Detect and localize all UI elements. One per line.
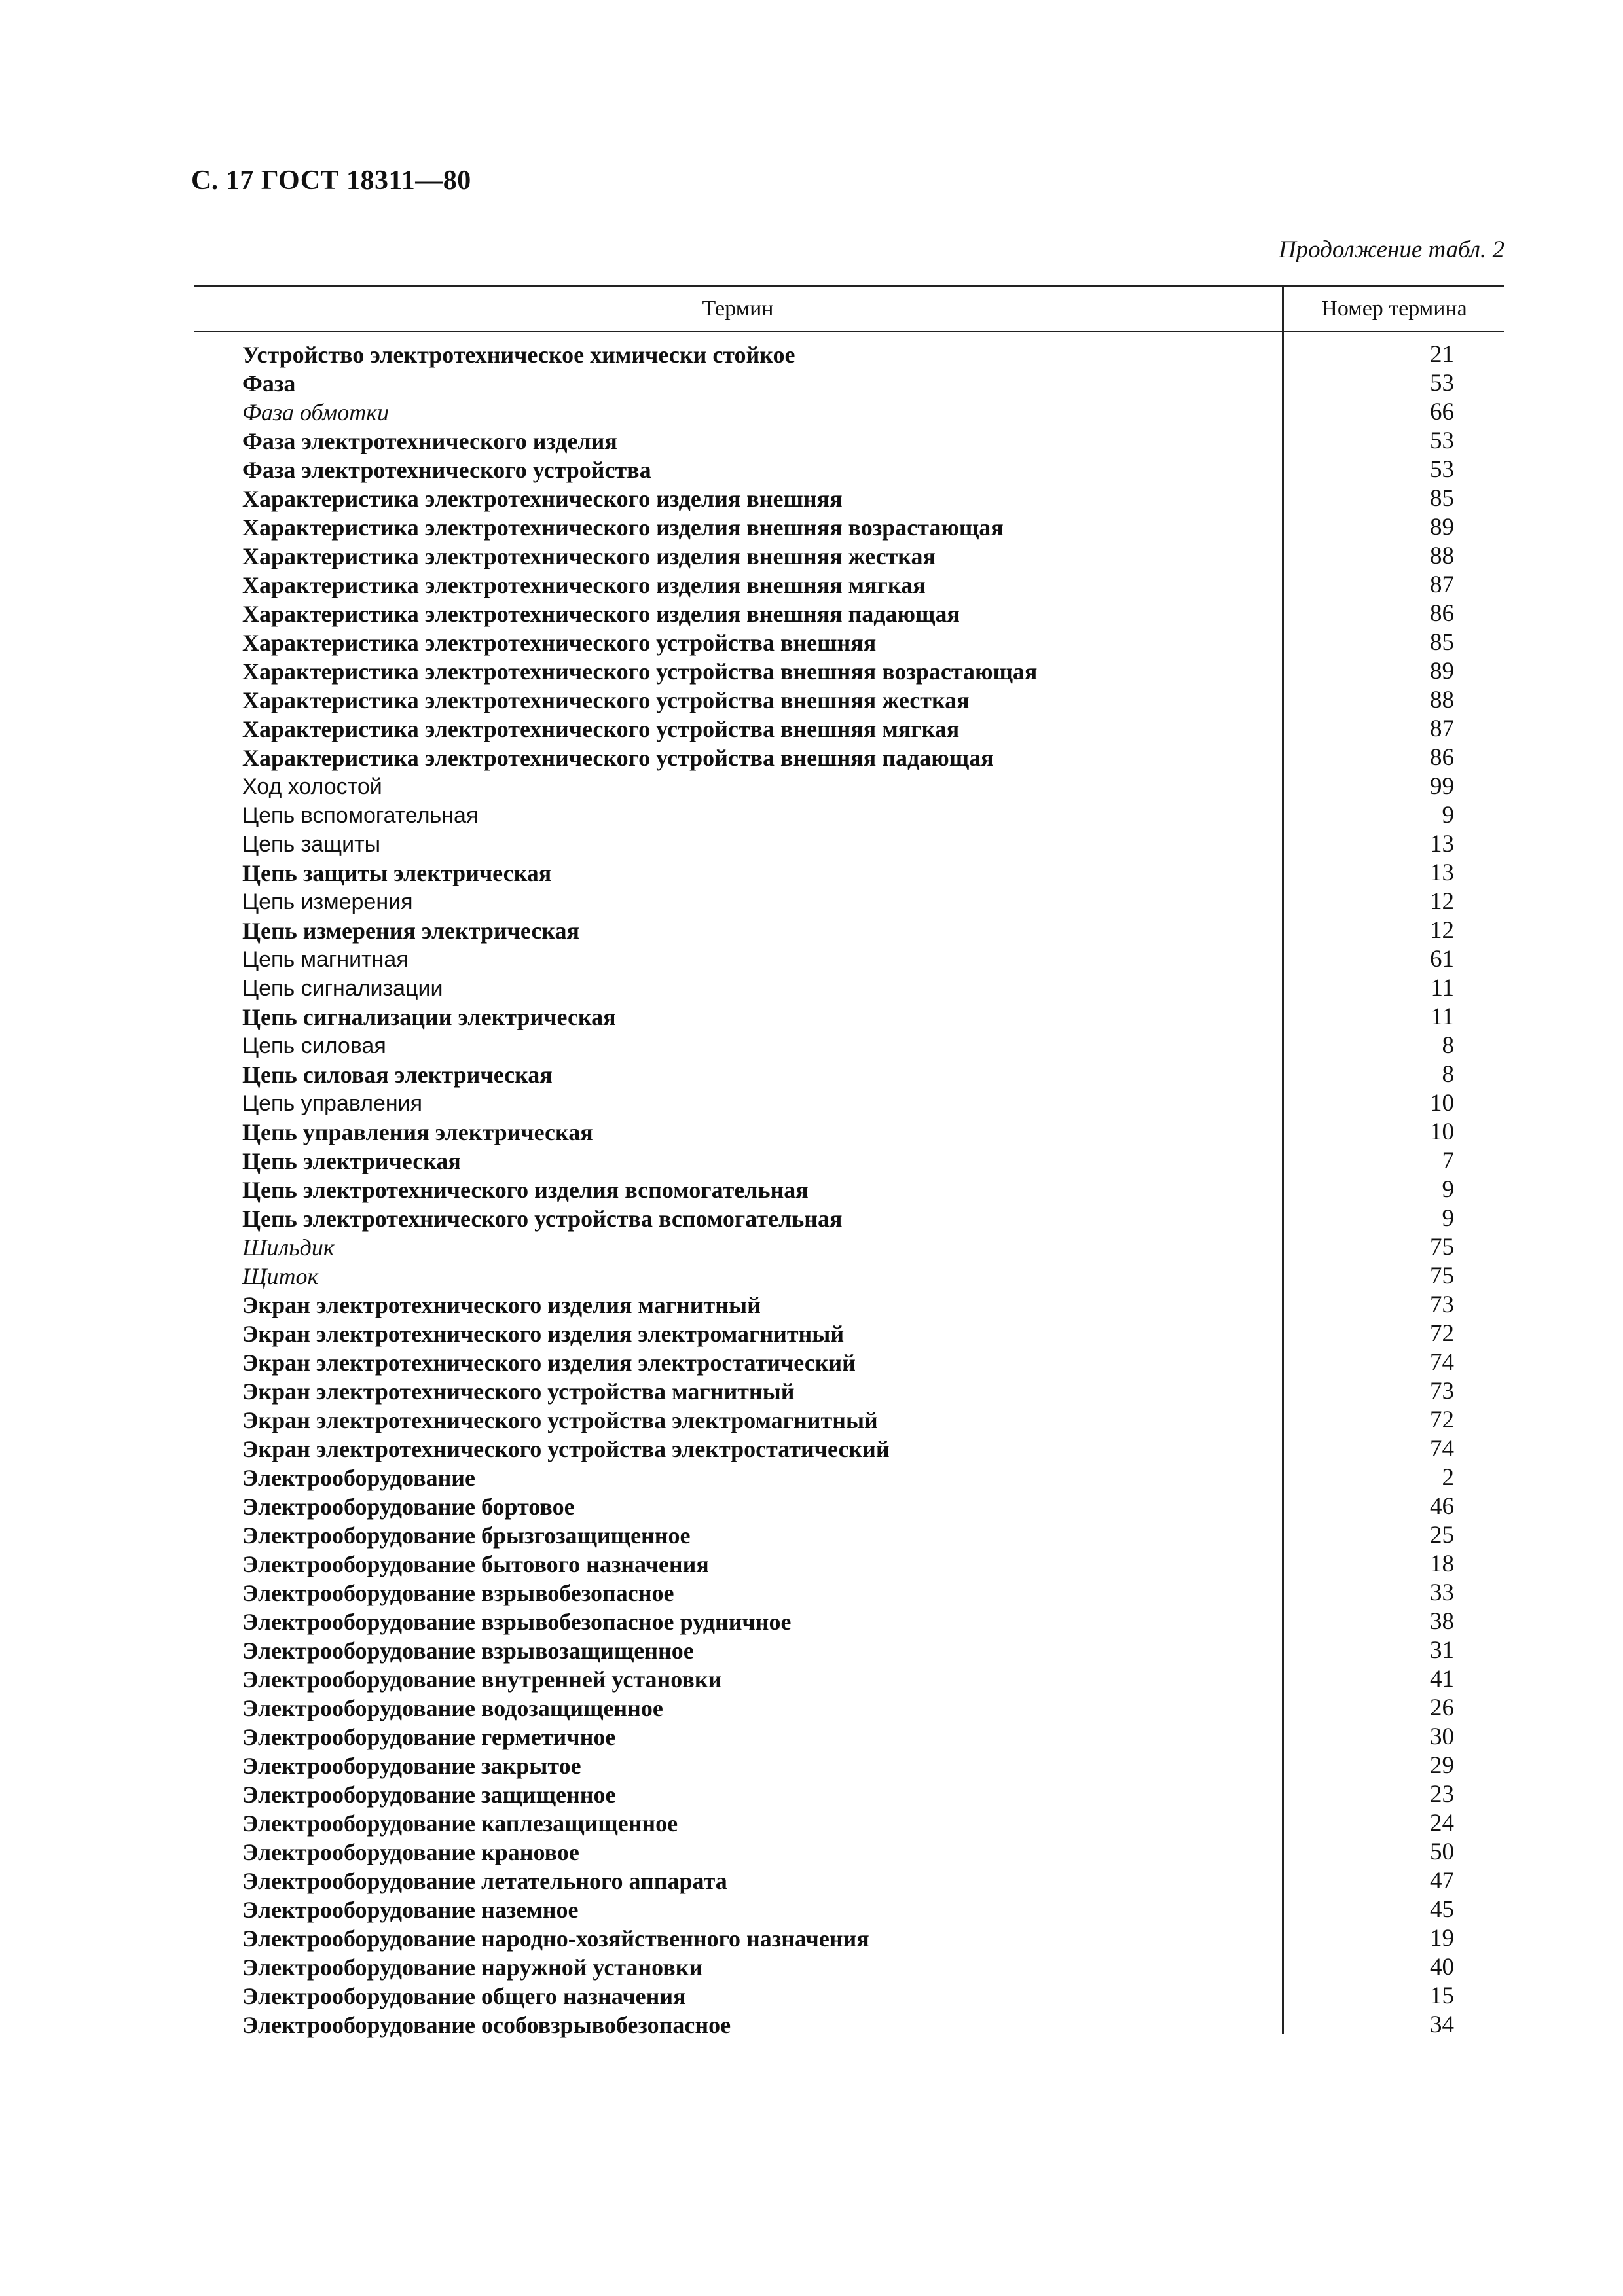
term-cell: Электрооборудование взрывобезопасное рудничное [242, 1609, 792, 1635]
term-number-cell: 41 [1430, 1666, 1454, 1693]
term-number-cell: 8 [1442, 1061, 1454, 1088]
term-number-cell: 9 [1442, 1205, 1454, 1232]
term-number-cell: 13 [1430, 831, 1454, 857]
term-number-cell: 74 [1430, 1349, 1454, 1376]
term-number-cell: 72 [1430, 1320, 1454, 1347]
term-number-cell: 2 [1442, 1464, 1454, 1491]
term-number-cell: 34 [1430, 2011, 1454, 2038]
term-number-cell: 53 [1430, 456, 1454, 483]
term-number-cell: 61 [1430, 946, 1454, 973]
table-row [0, 542, 1623, 571]
page-header: С. 17 ГОСТ 18311—80 [191, 166, 471, 196]
table-row [0, 1694, 1623, 1723]
term-number-cell: 7 [1442, 1147, 1454, 1174]
term-cell: Фаза электротехнического устройства [242, 457, 651, 483]
term-cell: Экран электротехнического устройства электростатический [242, 1436, 890, 1462]
term-number-cell: 38 [1430, 1608, 1454, 1635]
term-number-cell: 11 [1431, 975, 1454, 1001]
table-row [0, 1838, 1623, 1867]
term-cell: Характеристика электротехнического устройства внешняя [242, 630, 877, 656]
term-cell: Электрооборудование брызгозащищенное [242, 1522, 691, 1549]
term-number-cell: 12 [1430, 888, 1454, 915]
term-cell: Цепь управления [242, 1091, 423, 1116]
table-row [0, 974, 1623, 1003]
table-row [0, 571, 1623, 600]
table-row [0, 1723, 1623, 1751]
table-row [0, 1147, 1623, 1175]
term-cell: Цепь электрическая [242, 1148, 461, 1174]
term-number-cell: 21 [1430, 341, 1454, 368]
table-row [0, 398, 1623, 427]
table-continuation-label: Продолжение табл. 2 [1278, 236, 1504, 263]
term-number-cell: 18 [1430, 1551, 1454, 1577]
column-header-number: Номер термина [1321, 296, 1467, 321]
table-row [0, 801, 1623, 830]
term-cell: Шильдик [242, 1234, 335, 1261]
table-row [0, 1751, 1623, 1780]
term-cell: Цепь защиты [242, 832, 381, 857]
term-cell: Электрооборудование бытового назначения [242, 1551, 709, 1577]
term-cell: Цепь электротехнического изделия вспомогательная [242, 1177, 809, 1203]
term-number-cell: 99 [1430, 773, 1454, 800]
term-number-cell: 50 [1430, 1839, 1454, 1865]
column-header-term: Термин [702, 296, 774, 321]
table-row [0, 1924, 1623, 1953]
table-row [0, 888, 1623, 916]
table-row [0, 1550, 1623, 1579]
term-cell: Электрооборудование летательного аппарата [242, 1868, 727, 1894]
term-number-cell: 26 [1430, 1695, 1454, 1721]
table-row [0, 945, 1623, 974]
term-cell: Характеристика электротехнического устройства внешняя жесткая [242, 687, 970, 713]
table-row [0, 744, 1623, 772]
table-row [0, 340, 1623, 369]
term-number-cell: 12 [1430, 917, 1454, 944]
table-row [0, 1636, 1623, 1665]
term-number-cell: 73 [1430, 1378, 1454, 1405]
term-number-cell: 86 [1430, 744, 1454, 771]
term-cell: Фаза [242, 370, 296, 397]
term-number-cell: 85 [1430, 629, 1454, 656]
term-cell: Экран электротехнического устройства электромагнитный [242, 1407, 878, 1433]
term-number-cell: 88 [1430, 687, 1454, 713]
table-row [0, 1982, 1623, 2011]
table-row [0, 1377, 1623, 1406]
term-number-cell: 66 [1430, 399, 1454, 425]
table-row [0, 686, 1623, 715]
term-cell: Экран электротехнического изделия магнитный [242, 1292, 761, 1318]
term-cell: Фаза обмотки [242, 399, 390, 425]
table-row [0, 427, 1623, 456]
term-number-cell: 75 [1430, 1263, 1454, 1289]
term-cell: Электрооборудование народно-хозяйственного назначения [242, 1926, 869, 1952]
table-row [0, 1780, 1623, 1809]
table-top-rule [194, 285, 1504, 287]
term-number-cell: 73 [1430, 1291, 1454, 1318]
table-row [0, 715, 1623, 744]
term-number-cell: 53 [1430, 427, 1454, 454]
term-number-cell: 8 [1442, 1032, 1454, 1059]
table-row [0, 628, 1623, 657]
term-cell: Характеристика электротехнического изделия внешняя жесткая [242, 543, 936, 569]
term-cell: Электрооборудование бортовое [242, 1494, 575, 1520]
term-cell: Цепь измерения [242, 889, 413, 914]
term-cell: Цепь сигнализации электрическая [242, 1004, 616, 1030]
term-cell: Цепь силовая [242, 1033, 386, 1058]
table-row [0, 1031, 1623, 1060]
term-cell: Цепь магнитная [242, 947, 409, 972]
term-cell: Электрооборудование взрывобезопасное [242, 1580, 674, 1606]
table-row [0, 772, 1623, 801]
term-cell: Цепь защиты электрическая [242, 860, 552, 886]
table-row [0, 369, 1623, 398]
term-cell: Характеристика электротехнического устройства внешняя мягкая [242, 716, 960, 742]
table-row [0, 1665, 1623, 1694]
term-cell: Щиток [242, 1263, 319, 1289]
term-cell: Характеристика электротехнического устройства внешняя возрастающая [242, 658, 1038, 685]
table-header-rule [194, 331, 1504, 332]
table-row [0, 1291, 1623, 1319]
term-cell: Характеристика электротехнического изделия внешняя мягкая [242, 572, 926, 598]
term-cell: Характеристика электротехнического устройства внешняя падающая [242, 745, 994, 771]
term-number-cell: 74 [1430, 1435, 1454, 1462]
table-row [0, 830, 1623, 859]
table-row [0, 1175, 1623, 1204]
term-number-cell: 9 [1442, 1176, 1454, 1203]
term-cell: Цепь управления электрическая [242, 1119, 593, 1145]
table-row [0, 1435, 1623, 1463]
term-number-cell: 40 [1430, 1954, 1454, 1981]
term-number-cell: 30 [1430, 1723, 1454, 1750]
table-row [0, 2011, 1623, 2039]
term-number-cell: 15 [1430, 1982, 1454, 2009]
term-cell: Электрооборудование внутренней установки [242, 1666, 722, 1693]
table-row [0, 1262, 1623, 1291]
table-row [0, 1233, 1623, 1262]
term-cell: Цепь измерения электрическая [242, 918, 580, 944]
term-number-cell: 9 [1442, 802, 1454, 829]
term-cell: Фаза электротехнического изделия [242, 428, 617, 454]
term-number-cell: 31 [1430, 1637, 1454, 1664]
term-cell: Электрооборудование водозащищенное [242, 1695, 663, 1721]
term-number-cell: 75 [1430, 1234, 1454, 1261]
term-cell: Электрооборудование особовзрывобезопасное [242, 2012, 731, 2038]
term-cell: Электрооборудование крановое [242, 1839, 579, 1865]
term-cell: Характеристика электротехнического изделия внешняя падающая [242, 601, 960, 627]
table-row [0, 1348, 1623, 1377]
term-number-cell: 10 [1430, 1119, 1454, 1145]
table-row [0, 484, 1623, 513]
term-number-cell: 72 [1430, 1407, 1454, 1433]
term-cell: Электрооборудование наружной установки [242, 1954, 703, 1981]
term-number-cell: 87 [1430, 571, 1454, 598]
term-number-cell: 46 [1430, 1493, 1454, 1520]
term-cell: Экран электротехнического изделия электростатический [242, 1350, 856, 1376]
table-row [0, 1492, 1623, 1521]
table-row [0, 1118, 1623, 1147]
term-number-cell: 25 [1430, 1522, 1454, 1549]
table-row [0, 1089, 1623, 1118]
term-number-cell: 11 [1431, 1003, 1454, 1030]
term-cell: Цепь сигнализации [242, 976, 443, 1001]
table-row [0, 1579, 1623, 1607]
term-number-cell: 10 [1430, 1090, 1454, 1117]
table-row [0, 859, 1623, 888]
term-cell: Характеристика электротехнического изделия внешняя возрастающая [242, 514, 1004, 541]
term-number-cell: 53 [1430, 370, 1454, 397]
table-row [0, 657, 1623, 686]
term-cell: Цепь вспомогательная [242, 803, 479, 828]
table-row [0, 1003, 1623, 1031]
term-cell: Цепь электротехнического устройства вспомогательная [242, 1206, 843, 1232]
term-cell: Ход холостой [242, 774, 382, 799]
term-cell: Электрооборудование каплезащищенное [242, 1810, 678, 1837]
term-number-cell: 88 [1430, 543, 1454, 569]
table-row [0, 456, 1623, 484]
term-number-cell: 13 [1430, 859, 1454, 886]
table-row [0, 1204, 1623, 1233]
table-row [0, 1607, 1623, 1636]
table-row [0, 1406, 1623, 1435]
table-row [0, 513, 1623, 542]
term-cell: Цепь силовая электрическая [242, 1062, 553, 1088]
term-number-cell: 47 [1430, 1867, 1454, 1894]
term-cell: Электрооборудование [242, 1465, 476, 1491]
term-cell: Электрооборудование общего назначения [242, 1983, 686, 2009]
table-row [0, 1895, 1623, 1924]
term-number-cell: 89 [1430, 658, 1454, 685]
term-number-cell: 89 [1430, 514, 1454, 541]
table-row [0, 916, 1623, 945]
table-row [0, 1809, 1623, 1838]
term-cell: Характеристика электротехнического изделия внешняя [242, 486, 843, 512]
table-row [0, 1867, 1623, 1895]
term-number-cell: 29 [1430, 1752, 1454, 1779]
term-cell: Электрооборудование герметичное [242, 1724, 616, 1750]
table-row [0, 1953, 1623, 1982]
term-cell: Электрооборудование наземное [242, 1897, 579, 1923]
term-cell: Экран электротехнического устройства магнитный [242, 1378, 795, 1405]
term-cell: Экран электротехнического изделия электромагнитный [242, 1321, 845, 1347]
term-number-cell: 45 [1430, 1896, 1454, 1923]
term-number-cell: 86 [1430, 600, 1454, 627]
table-row [0, 1319, 1623, 1348]
term-cell: Электрооборудование взрывозащищенное [242, 1638, 694, 1664]
term-number-cell: 23 [1430, 1781, 1454, 1808]
term-number-cell: 85 [1430, 485, 1454, 512]
term-number-cell: 33 [1430, 1579, 1454, 1606]
term-number-cell: 24 [1430, 1810, 1454, 1837]
table-body [0, 340, 1623, 2039]
term-number-cell: 87 [1430, 715, 1454, 742]
table-row [0, 1060, 1623, 1089]
table-row [0, 1521, 1623, 1550]
term-cell: Устройство электротехническое химически стойкое [242, 342, 795, 368]
table-row [0, 600, 1623, 628]
term-number-cell: 19 [1430, 1925, 1454, 1952]
term-cell: Электрооборудование защищенное [242, 1782, 616, 1808]
table-row [0, 1463, 1623, 1492]
term-cell: Электрооборудование закрытое [242, 1753, 581, 1779]
